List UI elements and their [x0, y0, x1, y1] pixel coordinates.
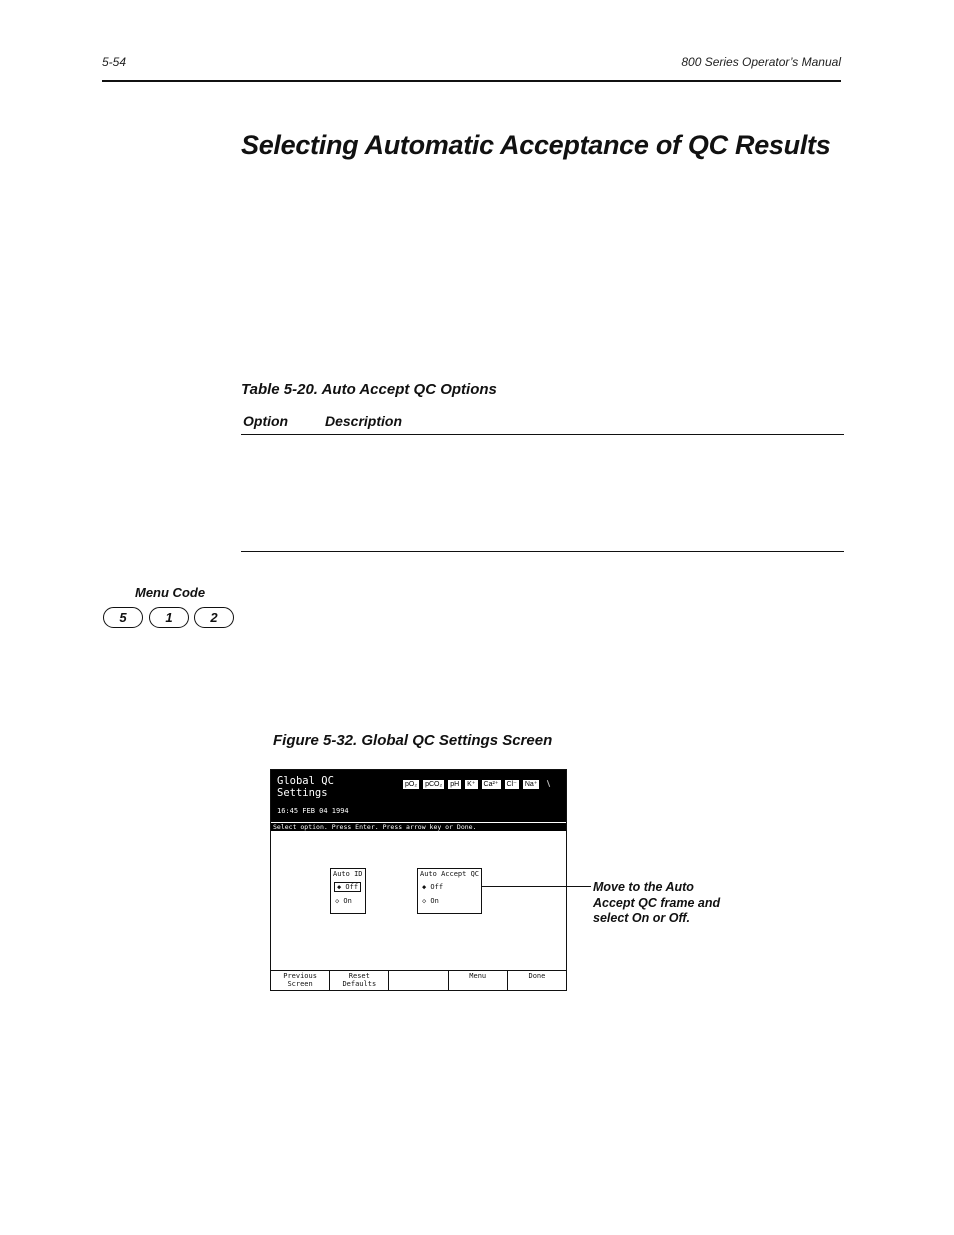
table-bottom-rule	[241, 551, 844, 552]
screen-prompt: Select option. Press Enter. Press arrow key or Done.	[271, 822, 566, 831]
menu-code-label: Menu Code	[135, 585, 206, 600]
option-on[interactable]: ◇ On	[422, 897, 439, 905]
global-qc-settings-screen	[270, 769, 567, 991]
section-title: Selecting Automatic Acceptance of QC Results	[241, 130, 831, 160]
auto-id-frame[interactable]	[330, 868, 366, 914]
manual-title: 800 Series Operator’s Manual	[681, 55, 841, 69]
frame-title: Auto Accept QC	[420, 870, 480, 878]
analyte-chip: Na⁺	[522, 779, 541, 790]
page-number: 5-54	[102, 55, 127, 69]
menu-key-3: 2	[194, 607, 234, 628]
screen-title: Global QC Settings	[277, 775, 334, 799]
callout-leader-line	[482, 886, 591, 887]
table-caption: Table 5-20. Auto Accept QC Options	[241, 381, 497, 398]
screen-header	[271, 770, 566, 830]
analyte-chip: pO₂	[402, 779, 420, 790]
analyte-chip: K⁺	[464, 779, 478, 790]
table-header-rule	[241, 434, 844, 435]
option-on[interactable]: ◇ On	[335, 897, 352, 905]
analyte-chip: Cl⁻	[504, 779, 520, 790]
header-rule	[102, 80, 841, 82]
status-tick-icon	[547, 780, 550, 787]
analyte-chip: pCO₂	[422, 779, 445, 790]
figure-caption: Figure 5-32. Global QC Settings Screen	[273, 732, 553, 749]
frame-title: Auto ID	[333, 870, 363, 878]
table-header-description: Description	[325, 413, 403, 429]
callout-text: Move to the Auto Accept QC frame and select On or Off.	[593, 880, 721, 925]
option-off[interactable]: ◆ Off	[334, 882, 361, 892]
reset-defaults-softkey[interactable]: Reset Defaults	[330, 971, 389, 991]
analyte-chips	[402, 779, 540, 790]
menu-softkey[interactable]: Menu	[449, 971, 508, 991]
table-header-option: Option	[243, 413, 289, 429]
blank-softkey[interactable]	[389, 971, 448, 991]
previous-screen-softkey[interactable]: Previous Screen	[271, 971, 330, 991]
screen-datetime: 16:45 FEB 04 1994	[277, 807, 349, 815]
menu-key-1: 5	[103, 607, 143, 628]
menu-key-2: 1	[149, 607, 189, 628]
analyte-chip: pH	[447, 779, 462, 790]
analyte-chip: Ca²⁺	[481, 779, 502, 790]
softkey-bar	[271, 970, 566, 991]
done-softkey[interactable]: Done	[528, 972, 546, 980]
auto-accept-qc-frame[interactable]	[417, 868, 482, 914]
option-off[interactable]: ◆ Off	[422, 883, 444, 891]
